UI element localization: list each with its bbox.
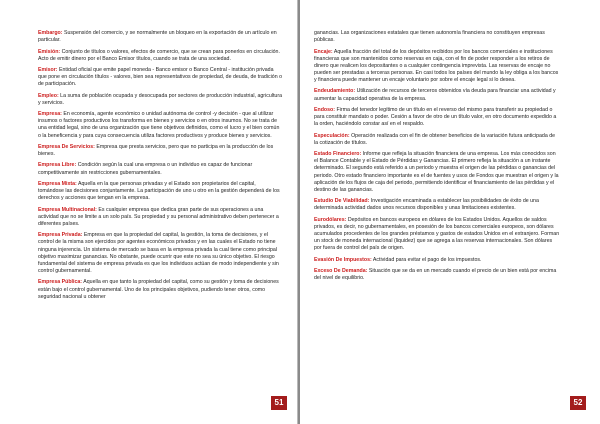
glossary-entry bbox=[314, 133, 560, 147]
glossary-definition: Aquella en que tanto la propiedad del capital, como su gestión y toma de decisiones están bajo el control gubernamental. Uno de los principales objetivos, pudiendo tener otros, como seguridad nacional u obtener bbox=[38, 279, 279, 300]
glossary-entry bbox=[38, 162, 282, 176]
glossary-entry bbox=[38, 67, 282, 88]
glossary-definition: Es cualquier empresa que dedica gran parte de sus operaciones a una actividad que no se limite a un solo país. Su propiedad y su personal administrativo deben pertenecer a diferentes países. bbox=[38, 206, 279, 227]
glossary-entry bbox=[38, 93, 282, 107]
glossary-term: Evasión De Impuestos: bbox=[314, 256, 372, 263]
glossary-term: Empresa Libre: bbox=[38, 162, 77, 169]
glossary-term: Encaje: bbox=[314, 48, 333, 55]
glossary-entry bbox=[38, 111, 282, 140]
glossary-term: Embargo: bbox=[38, 30, 63, 36]
glossary-definition: Aquella en la que personas privadas y el Estado son propietarios del capital, tomándose las decisiones conjuntamente. La participación de uno u otro en la gestión dependerá de los derechos y acciones que tengan en la empresa. bbox=[38, 180, 280, 202]
glossary-definition: Conjunto de títulos o valores, efectos de comercio, que se crean para ponerlos en circulación. Acto de emitir dinero por el Banco Emisor títulos, cuando se trata de una sociedad. bbox=[38, 48, 280, 62]
glossary-entry bbox=[38, 181, 282, 202]
glossary-definition: Actividad para evitar el pago de los impuestos. bbox=[371, 256, 482, 263]
page-number-left: 51 bbox=[271, 396, 287, 410]
glossary-definition: Entidad oficial que emite papel moneda - Banco emisor o Banco Central - institución privada que pone en circulación títulos - valores, bien sea representativos de propiedad, de deuda, de tradición o de participación. bbox=[38, 67, 282, 88]
glossary-definition: Empresa en que la propiedad del capital, la gestión, la toma de decisiones, y el control de la misma son ejercidos por agentes económicos privados y en las cuales el Estado no tiene ninguna injerencia. Un sistema de mercado se basa en la empresa privada la cual tiene como principal objetivo maximizar ganancias. No obstante, puede ocurrir que este no sea su único objetivo. El riesgo fundamental del sistema de empresa privada es que los individuos actúan de modo independiente y sin control gubernamental. bbox=[38, 232, 279, 275]
glossary-term: Estado Financiero: bbox=[314, 151, 362, 158]
glossary-definition: Depósitos en bancos europeos en dólares de los Estados Unidos. Aquellos de saldos privados, es decir, no gubernamentales, en posesión de los bancos comerciales europeos, son dólares acumulados procedentes de los grandes préstamos y gastos de estados Unidos en el extranjero. Forman un stock de moneda internacional (liquidez) que se agrega a las reservas internacionales. Son dólares por fuera de control del país de origen. bbox=[314, 216, 560, 252]
glossary-term: Eurodólares: bbox=[314, 216, 347, 223]
glossary-entry bbox=[314, 30, 560, 44]
glossary-definition: Condición según la cual una empresa o un individuo es capaz de funcionar competitivamente sin restricciones gubernamentales. bbox=[38, 162, 253, 176]
glossary-term: Empresa Pública: bbox=[38, 279, 83, 286]
glossary-entry bbox=[314, 49, 560, 85]
glossary-definition: Aquella fracción del total de los depósitos recibidos por los bancos comerciales e instituciones financieras que son mantenidos como reservas en caja, con el fin de poder responder a los retiros de dinero que realicen los depositantes o a cualquier contingencia imprevista. Las reservas de encaje no pueden ser prestadas a terceras personas. En casi todos los países del mundo la ley obliga a los bancos y financiera puede mantener un encaje voluntario por sobre el encaje legal si lo desea. bbox=[314, 48, 559, 84]
glossary-definition: Utilización de recursos de terceros obtenidos vía deuda para financiar una actividad y aumentar la capacidad operativa de la empresa. bbox=[314, 88, 556, 102]
glossary-term: Endeudamiento: bbox=[314, 88, 356, 95]
glossary-term: Endoso: bbox=[314, 106, 335, 113]
glossary-entry bbox=[314, 257, 560, 264]
glossary-term: Empresa Multinacional: bbox=[38, 206, 97, 213]
glossary-definition: La suma de población ocupada y desocupada por sectores de producción industrial, agricultura y servicios. bbox=[38, 92, 282, 106]
glossary-entry bbox=[38, 49, 282, 63]
glossary-definition: Suspensión del comercio, y se normalmente un bloqueo en la exportación de un artículo en particular. bbox=[38, 30, 277, 44]
glossary-entry bbox=[314, 151, 560, 194]
glossary-definition: Informe que refleja la situación financiera de una empresa. Los más conocidos son el Balance Contable y el Estado de Pérdidas y Ganancias. El primero refleja la situación a un instante determinado. El segundo está referido a un periodo y muestra el origen de las pérdidas o ganancias del periodo. Otro estado financiero importante es el de fuentes y usos de Fondos que muestran el origen y la aplicación de los flujos de caja del periodo, permitiendo identificar el financiamiento de las pérdidas y el destino de las ganancias. bbox=[314, 151, 559, 193]
glossary-term: Empresa Privada: bbox=[38, 232, 83, 239]
glossary-definition: Operación realizada con el fin de obtener beneficios de la variación futura anticipada de la cotización de títulos. bbox=[314, 132, 556, 146]
glossary-term: Emisión: bbox=[38, 48, 61, 55]
glossary-term: Empleo: bbox=[38, 92, 59, 99]
glossary-entry bbox=[38, 207, 282, 228]
glossary-term: Empresa De Servicios: bbox=[38, 143, 95, 150]
glossary-definition: En economía, agente económico o unidad autónoma de control -y decisión - que al utilizar insumos o factores productivos los transforma en bienes y servicios o en otros insumos. No se trata de una entidad legal, sino de una organización que tiene objetivos definidos, como el lucro y el bien común o la beneficencia y para cuya consecuencia utiliza factores productivos y produce bienes y servicios. bbox=[38, 111, 280, 139]
glossary-entry bbox=[38, 144, 282, 158]
glossary-entry bbox=[314, 88, 560, 102]
glossary-term: Exceso De Demanda: bbox=[314, 268, 368, 275]
glossary-definition: Situación que se da en un mercado cuando el precio de un bien está por encima del nivel de equilibrio. bbox=[314, 268, 557, 282]
left-page-content bbox=[38, 30, 282, 305]
glossary-entry bbox=[38, 232, 282, 275]
right-page-content bbox=[314, 30, 560, 287]
glossary-entry bbox=[314, 198, 560, 212]
page-number-right: 52 bbox=[570, 396, 586, 410]
glossary-definition: Investigación encaminada a establecer las posibilidades de éxito de una determinada actividad dados unos recursos disponibles y unas limitaciones existentes. bbox=[314, 198, 539, 212]
glossary-entry bbox=[314, 268, 560, 282]
glossary-entry bbox=[314, 217, 560, 253]
glossary-definition: Firma del tenedor legítimo de un título en el reverso del mismo para transferir su propiedad o para constituir mandato o poder. Cesión a favor de otro de un título valor, en otro documento expedido a la orden, haciéndolo constar así en el respaldo. bbox=[314, 106, 557, 128]
glossary-term: Emisor: bbox=[38, 67, 58, 73]
glossary-definition: Empresa que presta servicios, pero que no participa en la producción de los bienes. bbox=[38, 143, 274, 158]
right-page bbox=[300, 0, 600, 424]
glossary-definition: ganancias. Las organizaciones estatales que tienen autonomía financiera no constituyen empresas públicas. bbox=[314, 30, 545, 44]
glossary-term: Empresa Mixta: bbox=[38, 180, 77, 187]
glossary-term: Especulación: bbox=[314, 132, 350, 139]
glossary-entry bbox=[38, 30, 282, 44]
glossary-entry bbox=[38, 279, 282, 300]
glossary-term: Empresa: bbox=[38, 111, 62, 118]
glossary-entry bbox=[314, 107, 560, 128]
glossary-term: Estudio De Viabilidad: bbox=[314, 198, 370, 205]
left-page bbox=[0, 0, 298, 424]
